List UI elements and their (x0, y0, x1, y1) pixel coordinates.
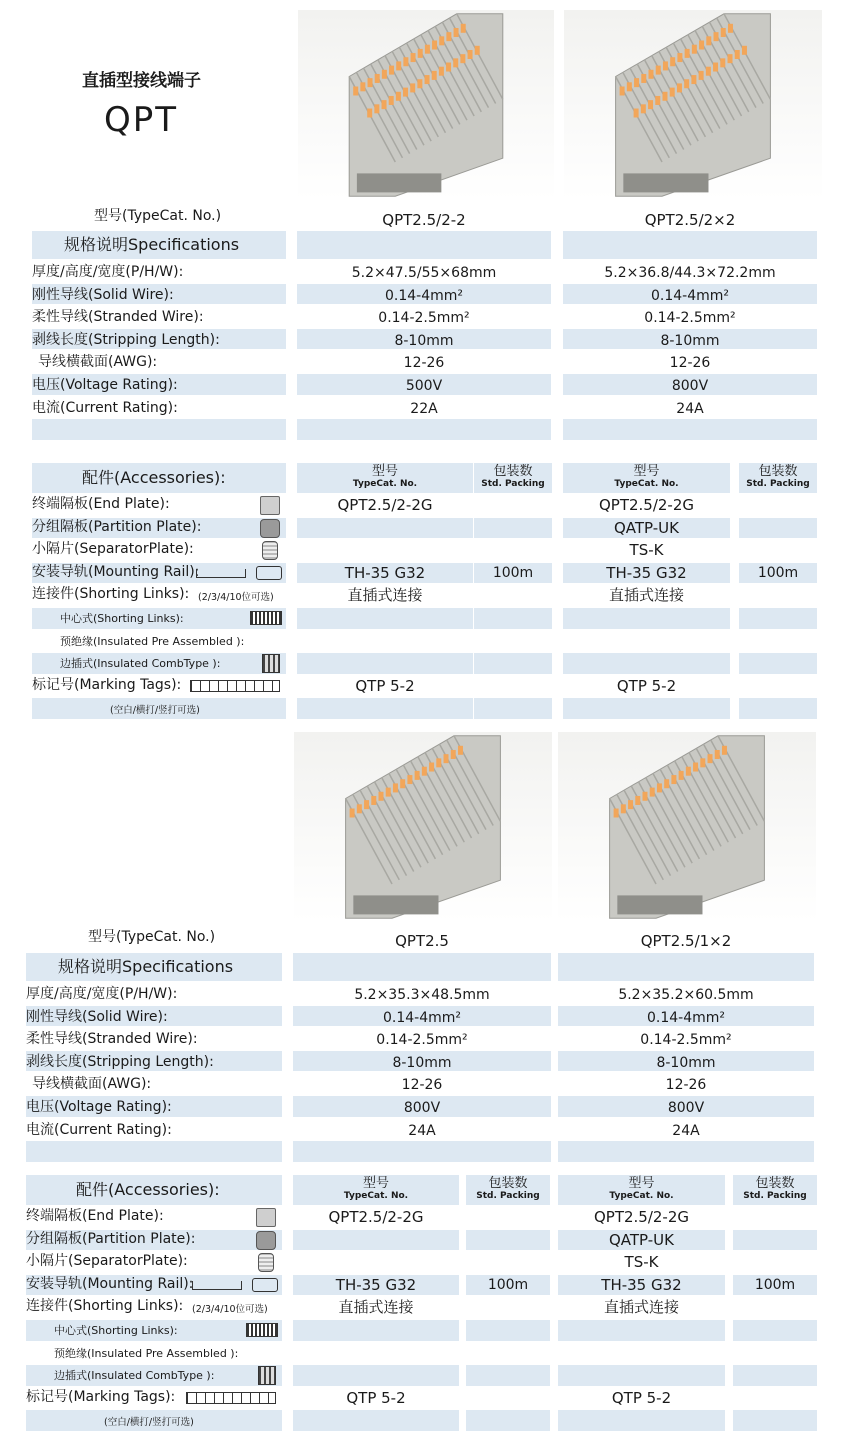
terminal-block-illustration (564, 10, 822, 200)
row-band (563, 419, 817, 440)
acc-value-marking: QTP 5-2 (355, 676, 415, 695)
row-band (563, 231, 817, 259)
acc-value-endplate: QPT2.5/2-2G (593, 1208, 690, 1226)
acc-value-marking: QTP 5-2 (346, 1388, 406, 1407)
spec-value-stranded: 0.14-2.5mm² (376, 1032, 468, 1049)
row-band (297, 518, 473, 539)
col-header-packing-en: Std. Packing (481, 479, 545, 489)
row-band (739, 653, 817, 674)
col-header-type-en: TypeCat. No. (352, 479, 418, 489)
col-header-packing-cn: 包装数 (758, 464, 798, 479)
row-band (739, 518, 817, 539)
model-name: QPT2.5/1×2 (640, 932, 732, 950)
type-label: 型号(TypeCat. No.) (94, 208, 222, 224)
spec-label-strip: 剥线长度(Stripping Length): (32, 331, 220, 348)
row-band (466, 1230, 550, 1251)
spec-label-voltage: 电压(Voltage Rating): (26, 1099, 172, 1115)
col-header-type-cn: 型号 (362, 1176, 389, 1191)
acc-label-preassembled: 预绝缘(Insulated Pre Assembled ): (54, 1346, 239, 1360)
spec-value-phw: 5.2×35.2×60.5mm (618, 987, 754, 1003)
rail-profile-icon (256, 566, 282, 580)
row-band (293, 1320, 459, 1341)
spec-value-solid: 0.14-4mm² (650, 287, 730, 304)
spec-value-current: 24A (676, 400, 704, 417)
shorting-link-icon (250, 611, 282, 625)
acc-label-separator: 小隔片(SeparatorPlate): (32, 541, 194, 558)
row-band (733, 1365, 817, 1386)
spec-value-stranded: 0.14-2.5mm² (640, 1032, 732, 1049)
spec-value-stranded: 0.14-2.5mm² (378, 310, 470, 327)
acc-value-rail: TH-35 G32 (601, 1275, 682, 1294)
spec-label-stranded: 柔性导线(Stranded Wire): (32, 309, 204, 326)
spec-value-strip: 8-10mm (656, 1054, 716, 1071)
marking-tag-icon (186, 1392, 276, 1404)
spec-value-phw: 5.2×36.8/44.3×72.2mm (604, 265, 776, 281)
row-band (739, 698, 817, 719)
col-header-type (297, 466, 473, 490)
row-band (558, 1365, 725, 1386)
terminal-block-photo (294, 732, 552, 922)
spec-label-stranded: 柔性导线(Stranded Wire): (26, 1031, 198, 1048)
spec-value-current: 24A (408, 1122, 436, 1139)
spec-value-awg: 12-26 (669, 355, 711, 372)
col-header-packing (466, 1178, 550, 1202)
terminal-block-illustration (294, 732, 552, 922)
shorting-link-icon (246, 1323, 278, 1337)
mounting-rail-icon (196, 569, 246, 578)
col-header-type-cn: 型号 (633, 464, 660, 479)
col-header-type-cn: 型号 (371, 464, 398, 479)
acc-value-shorting: 直插式连接 (608, 586, 684, 605)
row-band (293, 1141, 551, 1162)
separator-plate-icon (258, 1253, 274, 1272)
acc-label-comb: 边插式(Insulated CombType ): (60, 657, 221, 671)
spec-label-awg: 导线横截面(AWG): (32, 1076, 152, 1093)
col-header-type-en: TypeCat. No. (614, 479, 679, 489)
acc-value-separator: TS-K (629, 541, 664, 560)
row-band (297, 419, 551, 440)
spec-label-phw: 厚度/高度/宽度(P/H/W): (26, 986, 178, 1002)
terminal-block-photo (564, 10, 822, 200)
spec-value-awg: 12-26 (401, 1077, 443, 1094)
acc-label-comb: 边插式(Insulated CombType ): (54, 1369, 215, 1383)
col-header-packing-en: Std. Packing (746, 479, 810, 489)
acc-pack-rail: 100m (487, 1276, 529, 1293)
terminal-block-illustration (558, 732, 816, 922)
acc-value-marking: QTP 5-2 (611, 1388, 672, 1407)
row-band (474, 608, 552, 629)
row-band (466, 1365, 550, 1386)
spec-label-solid: 刚性导线(Solid Wire): (26, 1008, 168, 1025)
col-header-packing (733, 1178, 817, 1202)
row-band (733, 1410, 817, 1431)
acc-note: (2/3/4/10位可选) (198, 592, 274, 604)
acc-value-shorting: 直插式连接 (603, 1298, 679, 1317)
row-band (297, 698, 473, 719)
comb-type-icon (262, 654, 280, 673)
row-band (466, 1410, 550, 1431)
col-header-packing (739, 466, 817, 490)
row-band (558, 953, 814, 981)
partition-plate-icon (256, 1231, 276, 1250)
model-name: QPT2.5/2-2 (382, 211, 466, 229)
acc-value-endplate: QPT2.5/2-2G (328, 1208, 424, 1226)
type-label: 型号(TypeCat. No.) (88, 929, 216, 945)
spec-label-current: 电流(Current Rating): (32, 399, 178, 416)
separator-plate-icon (262, 541, 278, 560)
row-band (563, 608, 730, 629)
row-band (558, 1141, 814, 1162)
specs-heading: 规格说明Specifications (64, 235, 240, 254)
acc-label-endplate: 终端隔板(End Plate): (32, 496, 170, 512)
row-band (558, 1410, 725, 1431)
row-band (293, 953, 551, 981)
spec-value-current: 22A (410, 400, 438, 417)
end-plate-icon (260, 496, 280, 515)
spec-value-current: 24A (672, 1122, 700, 1139)
acc-value-shorting: 直插式连接 (338, 1298, 414, 1317)
spec-label-voltage: 电压(Voltage Rating): (32, 377, 178, 393)
marking-tag-icon (190, 680, 280, 692)
spec-value-awg: 12-26 (403, 355, 445, 372)
col-header-type-en: TypeCat. No. (609, 1191, 674, 1201)
acc-label-preassembled: 预绝缘(Insulated Pre Assembled ): (60, 634, 245, 648)
col-header-type (293, 1178, 459, 1202)
col-header-packing-en: Std. Packing (743, 1191, 807, 1201)
row-band (474, 653, 552, 674)
acc-label-marking: 标记号(Marking Tags): (32, 676, 182, 693)
page-title-en: QPT (104, 100, 179, 140)
row-band (733, 1230, 817, 1251)
row-band (558, 1320, 725, 1341)
row-band (293, 1230, 459, 1251)
spec-value-voltage: 800V (671, 378, 709, 394)
page-title-cn: 直插型接线端子 (82, 71, 201, 91)
col-header-type (558, 1178, 725, 1202)
acc-value-endplate: QPT2.5/2-2G (337, 496, 433, 514)
partition-plate-icon (260, 519, 280, 538)
row-band (466, 1320, 550, 1341)
acc-label-marking_note: (空白/横打/竖打可选) (104, 1417, 194, 1429)
acc-label-center: 中心式(Shorting Links): (54, 1324, 178, 1337)
row-band (297, 231, 551, 259)
col-header-packing-cn: 包装数 (755, 1176, 795, 1191)
acc-label-partition: 分组隔板(Partition Plate): (32, 518, 202, 535)
spec-label-solid: 刚性导线(Solid Wire): (32, 286, 174, 303)
end-plate-icon (256, 1208, 276, 1227)
acc-value-rail: TH-35 G32 (606, 563, 687, 582)
spec-value-strip: 8-10mm (392, 1054, 452, 1071)
spec-label-awg: 导线横截面(AWG): (38, 354, 158, 371)
acc-pack-rail: 100m (754, 1276, 796, 1293)
acc-label-partition: 分组隔板(Partition Plate): (26, 1230, 196, 1247)
acc-value-partition: QATP-UK (608, 1230, 674, 1249)
spec-label-current: 电流(Current Rating): (26, 1121, 172, 1138)
row-band (563, 653, 730, 674)
acc-label-marking: 标记号(Marking Tags): (26, 1388, 176, 1405)
row-band (297, 608, 473, 629)
acc-label-separator: 小隔片(SeparatorPlate): (26, 1253, 188, 1270)
comb-type-icon (258, 1366, 276, 1385)
col-header-type-cn: 型号 (628, 1176, 655, 1191)
acc-value-endplate: QPT2.5/2-2G (598, 496, 695, 514)
spec-value-solid: 0.14-4mm² (384, 287, 464, 304)
acc-label-rail: 安装导轨(Mounting Rail): (32, 563, 200, 580)
row-band (293, 1365, 459, 1386)
spec-value-solid: 0.14-4mm² (382, 1009, 462, 1026)
accessories-heading: 配件(Accessories): (76, 1180, 220, 1199)
spec-value-phw: 5.2×47.5/55×68mm (351, 265, 497, 281)
row-band (293, 1410, 459, 1431)
acc-label-shorting: 连接件(Shorting Links): (32, 586, 190, 603)
col-header-type (563, 466, 730, 490)
acc-label-marking_note: (空白/横打/竖打可选) (110, 705, 200, 717)
acc-pack-rail: 100m (492, 564, 534, 581)
row-band (739, 608, 817, 629)
acc-note: (2/3/4/10位可选) (192, 1304, 268, 1316)
row-band (297, 653, 473, 674)
spec-value-strip: 8-10mm (660, 332, 720, 349)
row-band (474, 518, 552, 539)
col-header-packing-en: Std. Packing (476, 1191, 540, 1201)
col-header-packing (474, 466, 552, 490)
col-header-type-en: TypeCat. No. (343, 1191, 409, 1201)
model-name: QPT2.5 (395, 932, 449, 950)
specs-heading: 规格说明Specifications (58, 957, 234, 976)
spec-value-voltage: 800V (667, 1100, 705, 1116)
acc-value-separator: TS-K (624, 1253, 659, 1272)
col-header-packing-cn: 包装数 (493, 464, 533, 479)
col-header-packing-cn: 包装数 (488, 1176, 528, 1191)
acc-value-marking: QTP 5-2 (616, 676, 677, 695)
spec-value-solid: 0.14-4mm² (646, 1009, 726, 1026)
rail-profile-icon (252, 1278, 278, 1292)
acc-label-rail: 安装导轨(Mounting Rail): (26, 1275, 194, 1292)
spec-value-phw: 5.2×35.3×48.5mm (354, 987, 490, 1003)
terminal-block-photo (298, 10, 554, 200)
acc-value-rail: TH-35 G32 (335, 1275, 417, 1294)
accessories-heading: 配件(Accessories): (82, 468, 226, 487)
mounting-rail-icon (192, 1281, 242, 1290)
acc-pack-rail: 100m (757, 564, 799, 581)
spec-value-awg: 12-26 (665, 1077, 707, 1094)
spec-label-strip: 剥线长度(Stripping Length): (26, 1053, 214, 1070)
spec-label-phw: 厚度/高度/宽度(P/H/W): (32, 264, 184, 280)
row-band (26, 1141, 282, 1162)
spec-value-voltage: 800V (403, 1100, 441, 1116)
spec-value-stranded: 0.14-2.5mm² (644, 310, 736, 327)
terminal-block-photo (558, 732, 816, 922)
acc-value-rail: TH-35 G32 (344, 563, 426, 582)
terminal-block-illustration (298, 10, 554, 200)
row-band (733, 1320, 817, 1341)
spec-value-voltage: 500V (405, 378, 443, 394)
row-band (32, 419, 286, 440)
acc-value-shorting: 直插式连接 (347, 586, 423, 605)
acc-value-partition: QATP-UK (613, 518, 679, 537)
model-name: QPT2.5/2×2 (644, 211, 736, 229)
row-band (563, 698, 730, 719)
acc-label-center: 中心式(Shorting Links): (60, 612, 184, 625)
row-band (474, 698, 552, 719)
spec-value-strip: 8-10mm (394, 332, 454, 349)
acc-label-shorting: 连接件(Shorting Links): (26, 1298, 184, 1315)
acc-label-endplate: 终端隔板(End Plate): (26, 1208, 164, 1224)
